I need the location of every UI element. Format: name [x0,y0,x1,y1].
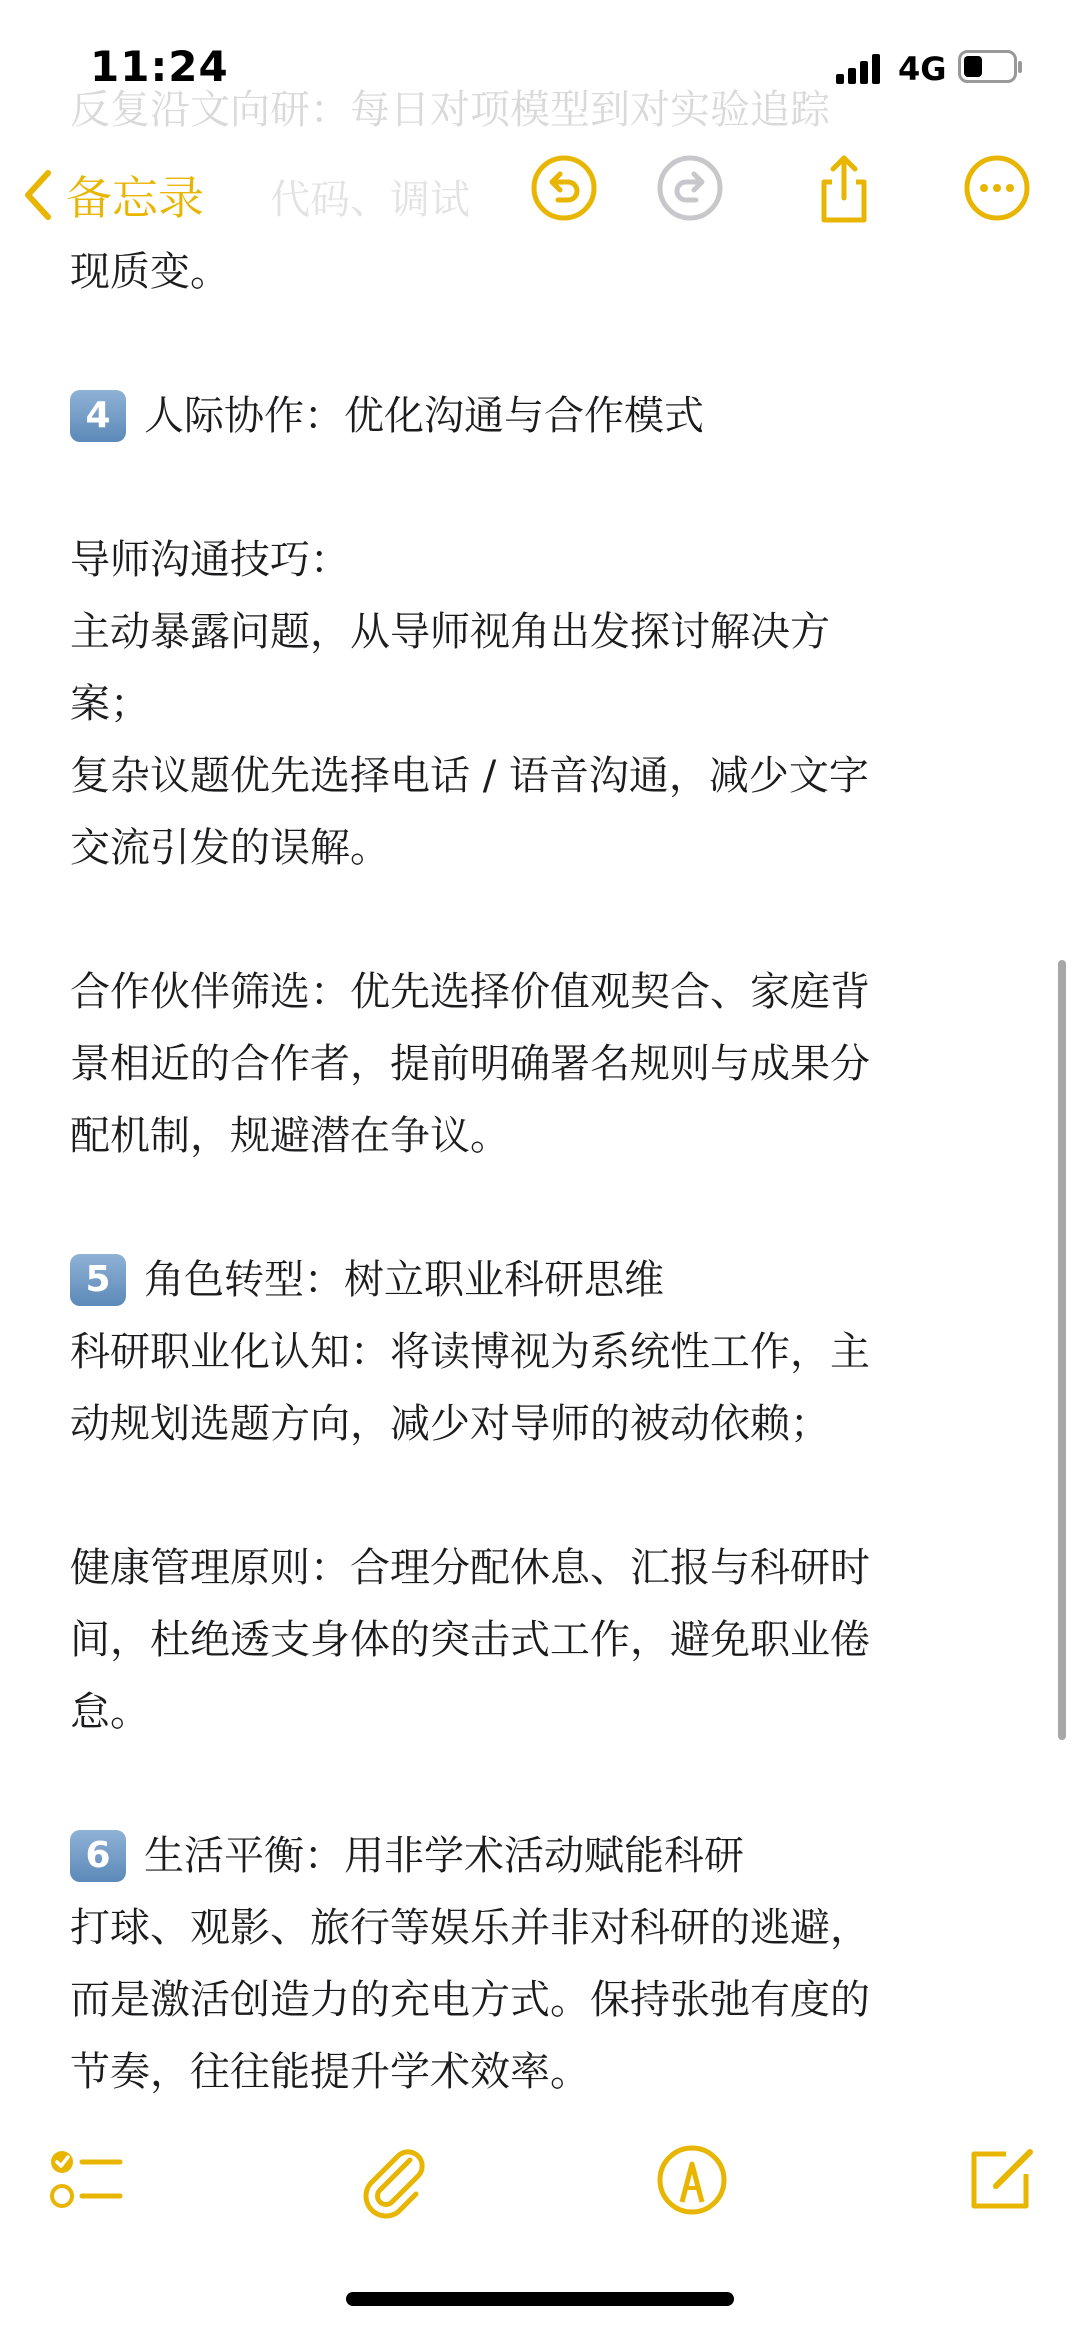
share-icon[interactable] [808,152,880,224]
number-5-emoji: 5 [70,1254,126,1306]
note-line: 导师沟通技巧： [70,537,350,583]
heading-text: 人际协作：优化沟通与合作模式 [144,393,704,439]
markup-pen-icon[interactable] [652,2140,732,2220]
note-line: 交流引发的误解。 [70,825,390,871]
note-body[interactable] [70,236,1010,2108]
network-type: 4G [898,50,947,88]
section-heading-4 [70,380,1010,452]
scrolled-text-line: 代码、调试 [270,177,470,223]
note-line: 而是激活创造力的充电方式。保持张弛有度的 [70,1977,870,2023]
back-label: 备忘录 [66,171,204,225]
heading-text: 角色转型：树立职业科研思维 [144,1257,664,1303]
compose-icon[interactable] [960,2140,1040,2220]
note-line: 合作伙伴筛选：优先选择价值观契合、家庭背 [70,969,870,1015]
bottom-toolbar [0,2130,1080,2230]
paperclip-icon[interactable] [352,2140,432,2220]
note-line: 健康管理原则：合理分配休息、汇报与科研时 [70,1545,870,1591]
note-line: 现质变。 [70,249,230,295]
note-line: 科研职业化认知：将读博视为系统性工作，主 [70,1329,870,1375]
battery-icon [958,50,1024,84]
chevron-left-icon [22,169,52,221]
note-line: 配机制，规避潜在争议。 [70,1113,510,1159]
navigation-bar [0,140,1080,250]
note-line: 节奏，往往能提升学术效率。 [70,2049,590,2095]
back-button[interactable] [22,160,204,230]
undo-icon[interactable] [528,152,600,224]
cellular-signal-icon [836,52,888,84]
note-line: 景相近的合作者，提前明确署名规则与成果分 [70,1041,870,1087]
more-icon[interactable] [961,152,1033,224]
note-line: 动规划选题方向，减少对导师的被动依赖； [70,1401,830,1447]
home-indicator[interactable] [346,2292,734,2306]
heading-text: 生活平衡：用非学术活动赋能科研 [144,1833,744,1879]
note-line: 打球、观影、旅行等娱乐并非对科研的逃避， [70,1905,870,1951]
scrolled-text-line: 反复沿文向研：每日对项模型到对实验追踪 [70,87,830,133]
note-line: 主动暴露问题，从导师视角出发探讨解决方 [70,609,830,655]
vertical-scrollbar[interactable] [1058,960,1066,1740]
status-bar [0,0,1080,140]
section-heading-6 [70,1820,1010,1892]
section-heading-5 [70,1244,1010,1316]
number-4-emoji: 4 [70,390,126,442]
redo-icon[interactable] [654,152,726,224]
status-time: 11:24 [90,42,229,91]
note-line: 案； [70,681,150,727]
note-line: 复杂议题优先选择电话 / 语音沟通，减少文字 [70,753,869,799]
checklist-icon[interactable] [48,2140,128,2220]
note-line: 怠。 [70,1689,150,1735]
number-6-emoji: 6 [70,1830,126,1882]
note-line: 间，杜绝透支身体的突击式工作，避免职业倦 [70,1617,870,1663]
